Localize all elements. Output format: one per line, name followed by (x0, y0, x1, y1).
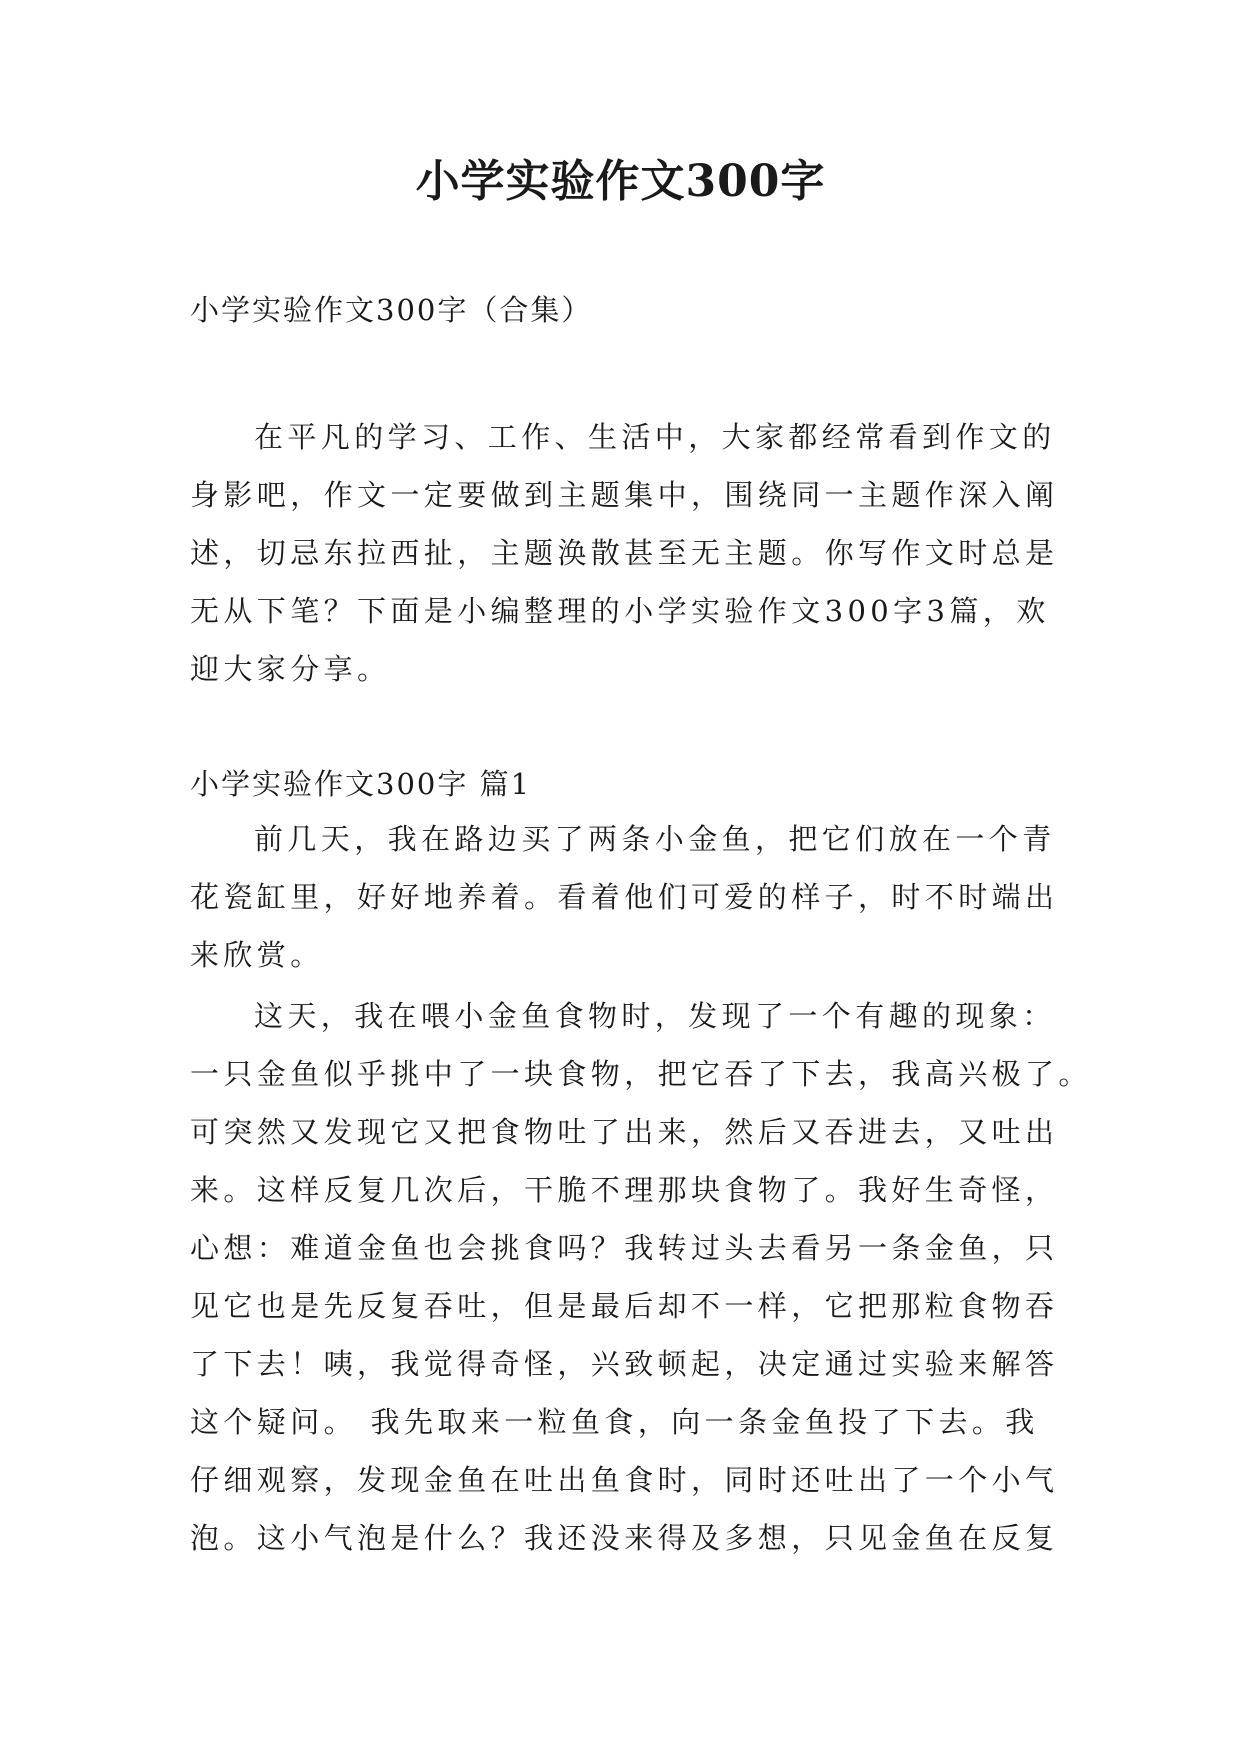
text-line: 可突然又发现它又把食物吐了出来，然后又吞进去，又吐出 (190, 1115, 1059, 1149)
text-line: 在平凡的学习、工作、生活中，大家都经常看到作文的 (254, 420, 1056, 454)
text-line: 一只金鱼似乎挑中了一块食物，把它吞了下去，我高兴极了。 (190, 1057, 1092, 1091)
text-line: 述，切忌东拉西扯，主题涣散甚至无主题。你写作文时总是 (190, 536, 1059, 570)
text-line: 来。这样反复几次后，干脆不理那块食物了。我好生奇怪， (190, 1173, 1059, 1207)
section-heading: 小学实验作文300字 篇1 (190, 767, 532, 801)
text-line: 心想：难道金鱼也会挑食吗？我转过头去看另一条金鱼，只 (190, 1231, 1059, 1265)
text-line: 前几天，我在路边买了两条小金鱼，把它们放在一个青 (254, 822, 1056, 856)
text-line: 身影吧，作文一定要做到主题集中，围绕同一主题作深入阐 (190, 478, 1059, 512)
text-line: 这天，我在喂小金鱼食物时，发现了一个有趣的现象： (254, 999, 1056, 1033)
text-line: 泡。这小气泡是什么？我还没来得及多想，只见金鱼在反复 (190, 1521, 1059, 1555)
essay-paragraph-2 (190, 987, 1092, 1567)
text-line: 这个疑问。 我先取来一粒鱼食，向一条金鱼投了下去。我 (190, 1405, 1039, 1439)
document-subtitle: 小学实验作文300字（合集） (190, 293, 593, 327)
intro-paragraph (190, 408, 1059, 698)
essay-paragraph-1 (190, 810, 1059, 984)
document-title: 小学实验作文300字 (415, 156, 826, 207)
text-line: 来欣赏。 (190, 938, 324, 972)
text-line: 了下去！咦，我觉得奇怪，兴致顿起，决定通过实验来解答 (190, 1347, 1059, 1381)
text-line: 迎大家分享。 (190, 652, 391, 686)
text-line: 无从下笔？下面是小编整理的小学实验作文300字3篇，欢 (190, 594, 1050, 628)
text-line: 花瓷缸里，好好地养着。看着他们可爱的样子，时不时端出 (190, 880, 1059, 914)
text-line: 仔细观察，发现金鱼在吐出鱼食时，同时还吐出了一个小气 (190, 1463, 1059, 1497)
text-line: 见它也是先反复吞吐，但是最后却不一样，它把那粒食物吞 (190, 1289, 1059, 1323)
